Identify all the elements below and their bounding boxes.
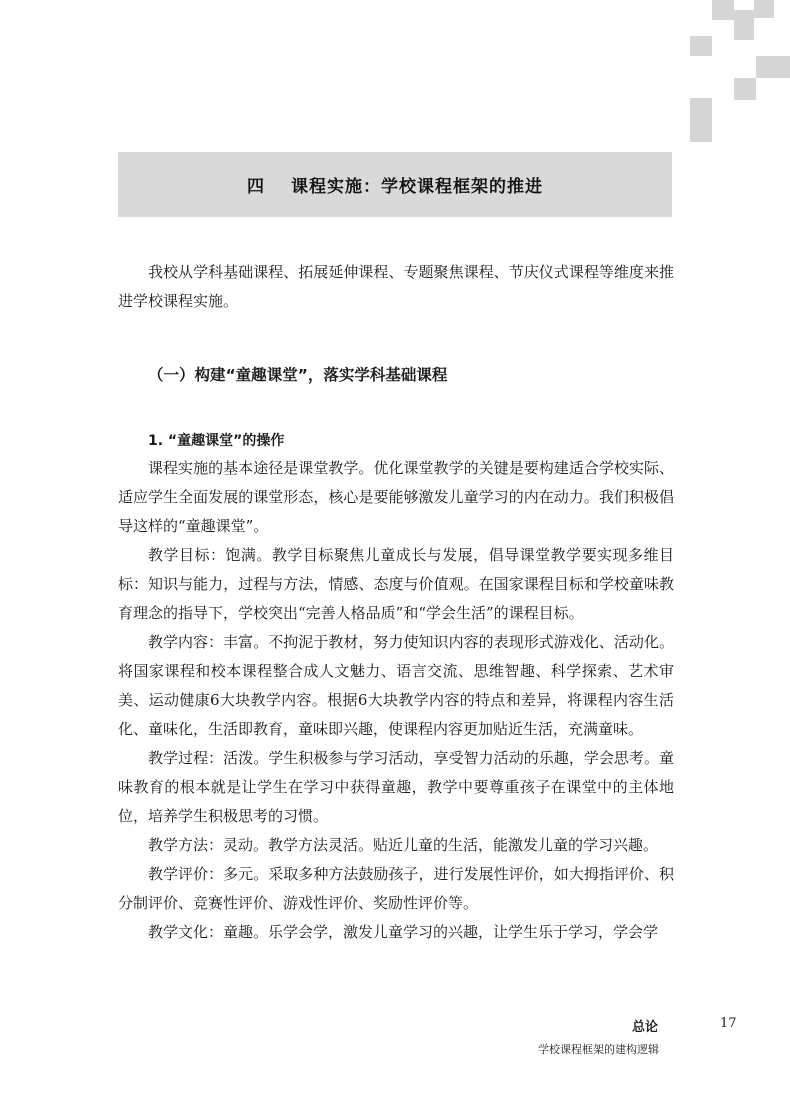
page-number: 17 [720,1016,737,1031]
paragraph: 教学方法：灵动。教学方法灵活。贴近儿童的生活，能激发儿童的学习兴趣。 [148,836,659,854]
chapter-title-text: 课程实施：学校课程框架的推进 [291,177,543,197]
paragraph: 教学目标：饱满。教学目标聚焦儿童成长与发展，倡导课堂教学要实现多维目标：知识与能力，过程与方法，情感、态度与价值观。在国家课程目标和学校童味教育理念的指导下，学校突出“完善人格品质”和“学会生活”的课程目标。 [118,546,674,622]
body-text [118,258,674,947]
chapter-banner [118,152,672,217]
paragraph: 教学评价：多元。采取多种方法鼓励孩子，进行发展性评价，如大拇指评价、积分制评价、竞赛性评价、游戏性评价、奖励性评价等。 [118,865,674,912]
decorative-square [734,78,756,100]
paragraph: 教学文化：童趣。乐学会学，激发儿童学习的兴趣，让学生乐于学习，学会学 [148,923,659,941]
subsection-heading: 1. “童趣课堂”的操作 [148,433,285,449]
decorative-square [690,98,712,142]
decorative-square [712,0,734,20]
paragraph: 教学内容：丰富。不拘泥于教材，努力使知识内容的表现形式游戏化、活动化。将国家课程和校本课程整合成人文魅力、语言交流、思维智趣、科学探索、艺术审美、运动健康6大块教学内容。根据6大块教学内容的特点和差异，将课程内容生活化、童味化，生活即教育，童味即兴趣，使课程内容更加贴近生活，充满童味。 [118,633,674,738]
footer-section-title: 总论 [631,1020,658,1035]
footer-subtitle: 学校课程框架的建构逻辑 [538,1043,659,1056]
paragraph: 课程实施的基本途径是课堂教学。优化课堂教学的关键是要构建适合学校实际、适应学生全面发展的课堂形态，核心是要能够激发儿童学习的内在动力。我们积极倡导这样的“童趣课堂”。 [118,459,674,535]
chapter-number: 四 [247,177,265,197]
decorative-square [756,56,790,78]
paragraph: 教学过程：活泼。学生积极参与学习活动，享受智力活动的乐趣，学会思考。童味教育的根本就是让学生在学习中获得童趣，教学中要尊重孩子在课堂中的主体地位，培养学生积极思考的习惯。 [118,749,674,825]
decorative-square [690,36,712,56]
section-heading: （一）构建“童趣课堂”，落实学科基础课程 [148,366,448,384]
decorative-square [734,10,754,40]
decorative-square [754,0,774,18]
intro-paragraph: 我校从学科基础课程、拓展延伸课程、专题聚焦课程、节庆仪式课程等维度来推进学校课程实施。 [118,263,674,310]
chapter-title [247,172,543,197]
